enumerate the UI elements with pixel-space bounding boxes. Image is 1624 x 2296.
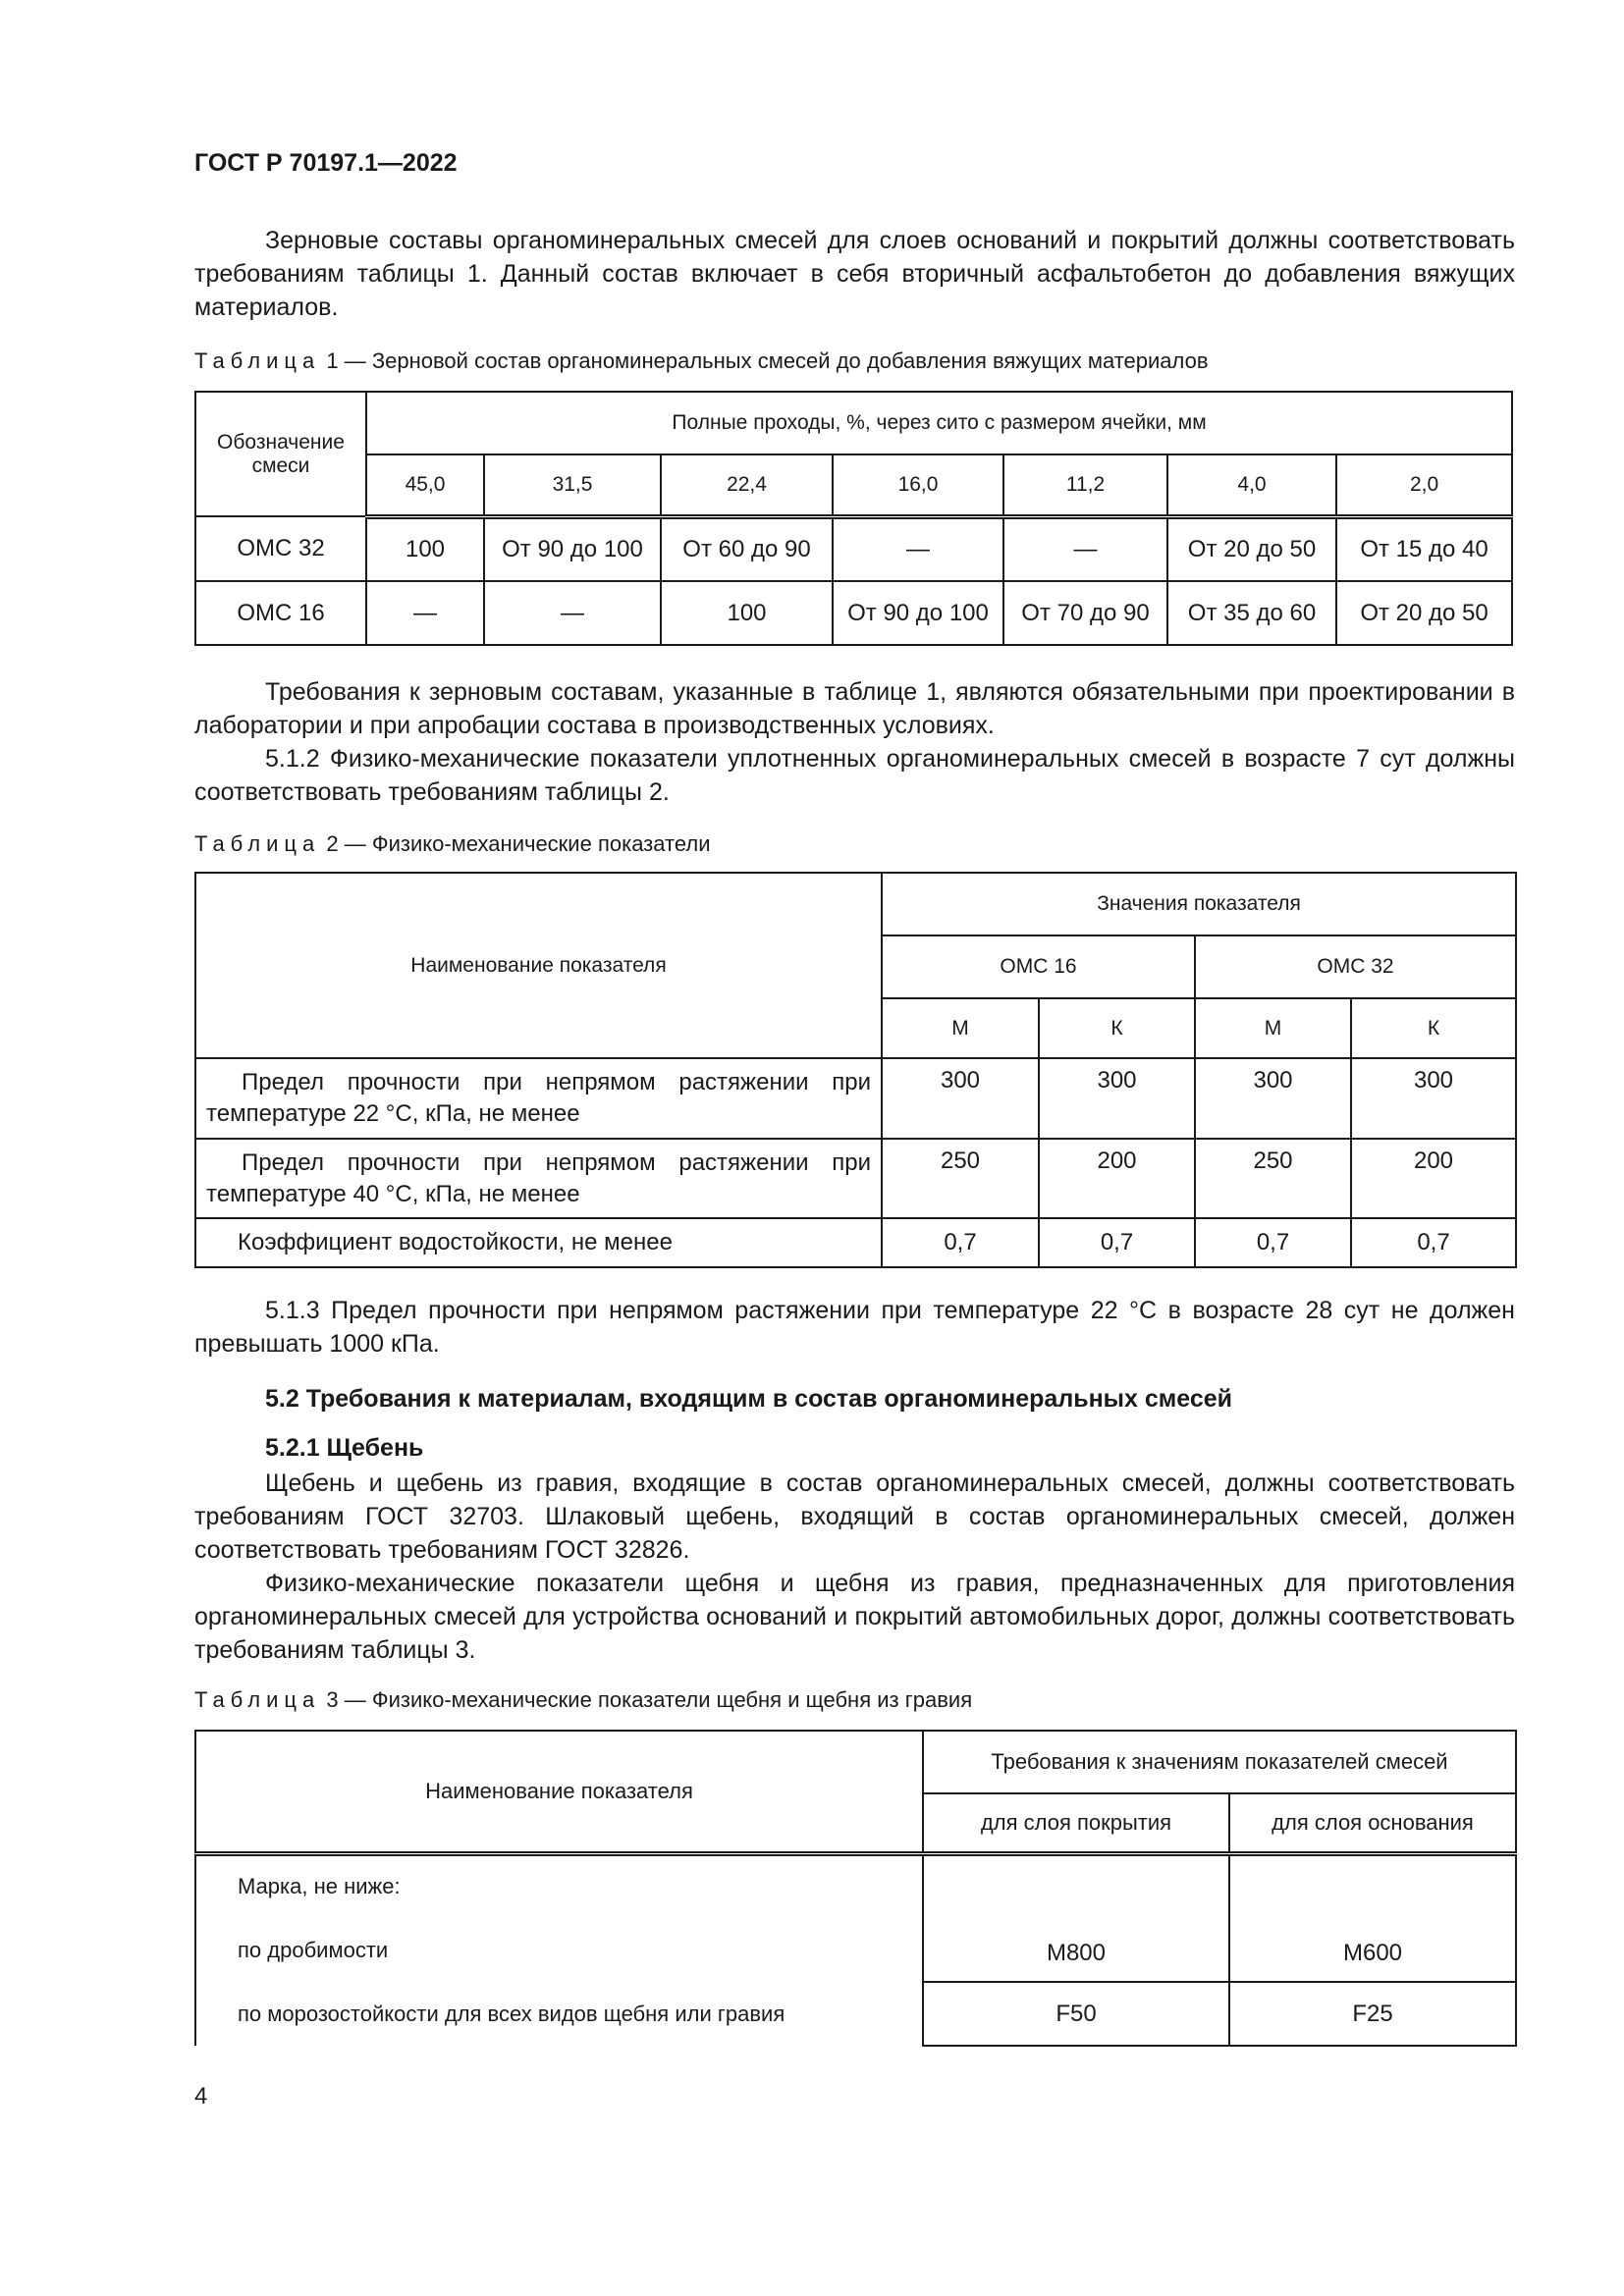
header-size: 45,0 [366,454,484,516]
section-heading: 5.2 Требования к материалам, входящим в состав органоминеральных смесей [265,1385,1233,1413]
table-row [195,1139,1516,1218]
page-number: 4 [194,2083,208,2109]
cell: F50 [923,1982,1229,2046]
table-3 [194,1730,1517,2047]
cell: 100 [366,516,484,581]
table-row [195,1982,1516,2046]
header-size: 22,4 [661,454,833,516]
header-size: 4,0 [1167,454,1336,516]
caption-text: 3 — Физико-механические показатели щебня и щебня из гравия [326,1687,973,1712]
header-group: Значения показателя [882,873,1516,935]
header-size: 31,5 [484,454,661,516]
cell: М800 [923,1853,1229,1982]
cell: 300 [1039,1058,1195,1139]
cell: 0,7 [882,1218,1039,1267]
cell: 200 [1351,1139,1516,1218]
header-sub: К [1039,998,1195,1058]
table-row [195,581,1512,645]
cell: М600 [1229,1853,1516,1982]
cell: 300 [1195,1058,1351,1139]
cell: От 70 до 90 [1003,581,1167,645]
header-sub: М [1195,998,1351,1058]
cell: 0,7 [1351,1218,1516,1267]
cell: 0,7 [1039,1218,1195,1267]
table3-caption [194,1687,972,1713]
cell: От 20 до 50 [1167,516,1336,581]
paragraph-block [194,1467,1515,1667]
caption-word: Таблица [194,1687,321,1712]
header-group: Полные проходы, %, через сито с размером ячейки, мм [366,392,1512,454]
cell: От 20 до 50 [1336,581,1512,645]
table-1 [194,391,1513,646]
cell: 250 [1195,1139,1351,1218]
table-row [195,516,1512,581]
cell: 100 [661,581,833,645]
cell: — [484,581,661,645]
paragraph-text: 5.1.2 Физико-механические показатели уплотненных органоминеральных смесей в возрасте 7 сут должны соответствовать требованиям таблицы 2. [194,745,1515,806]
cell: F25 [1229,1982,1516,2046]
row-label: по морозостойкости для всех видов щебня или гравия [195,1982,923,2046]
cell: — [833,516,1003,581]
paragraph-block [194,675,1515,809]
header-mix: ОМС 16 [882,935,1195,998]
row-label: Коэффициент водостойкости, не менее [195,1218,882,1267]
header-sub: для слоя основания [1229,1793,1516,1853]
subsection-heading: 5.2.1 Щебень [265,1434,424,1462]
cell: От 15 до 40 [1336,516,1512,581]
cell: — [366,581,484,645]
table1-caption [194,348,1209,374]
document-header: ГОСТ Р 70197.1—2022 [194,149,458,177]
row-label: Марка, не ниже: [195,1853,923,1918]
row-label: ОМС 16 [195,581,366,645]
header-sub: К [1351,998,1516,1058]
cell: От 90 до 100 [484,516,661,581]
paragraph-text: Зерновые составы органоминеральных смесей для слоев оснований и покрытий должны соответствовать требованиям таблицы 1. Данный состав включает в себя вторичный асфальтобетон до добавления вяжущих материалов. [194,227,1515,321]
table-row [195,1218,1516,1267]
table-2 [194,872,1517,1268]
paragraph [194,1294,1515,1361]
caption-text: 1 — Зерновой состав органоминеральных смесей до добавления вяжущих материалов [326,348,1209,373]
caption-word: Таблица [194,831,321,856]
header-indicator: Наименование показателя [195,1731,923,1853]
paragraph-text: Физико-механические показатели щебня и щебня из гравия, предназначенных для приготовления органоминеральных смесей для устройства оснований и покрытий автомобильных дорог, должны соответствовать требованиям таблицы 3. [194,1570,1515,1664]
header-size: 2,0 [1336,454,1512,516]
cell: От 35 до 60 [1167,581,1336,645]
header-group: Требования к значениям показателей смесей [923,1731,1516,1793]
caption-text: 2 — Физико-механические показатели [326,831,711,856]
paragraph-text: Требования к зерновым составам, указанные в таблице 1, являются обязательными при проектировании в лаборатории и при апробации состава в производственных условиях. [194,678,1515,739]
cell: От 60 до 90 [661,516,833,581]
header-size: 16,0 [833,454,1003,516]
cell: От 90 до 100 [833,581,1003,645]
cell: 0,7 [1195,1218,1351,1267]
header-sub: М [882,998,1039,1058]
header-indicator: Наименование показателя [195,873,882,1058]
header-size: 11,2 [1003,454,1167,516]
table2-caption [194,831,710,857]
cell: 300 [882,1058,1039,1139]
paragraph-text: Щебень и щебень из гравия, входящие в состав органоминеральных смесей, должны соответствовать требованиям ГОСТ 32703. Шлаковый щебень, входящий в состав органоминеральных смесей, должен соответствовать требованиям ГОСТ 32826. [194,1469,1515,1564]
row-label: ОМС 32 [195,516,366,581]
cell: 250 [882,1139,1039,1218]
table-row [195,1058,1516,1139]
row-label: Предел прочности при непрямом растяжении при температуре 40 °С, кПа, не менее [195,1139,882,1218]
header-mix: ОМС 32 [1195,935,1516,998]
paragraph-text: 5.1.3 Предел прочности при непрямом растяжении при температуре 22 °С в возрасте 28 сут не должен превышать 1000 кПа. [194,1297,1515,1358]
row-label: Предел прочности при непрямом растяжении при температуре 22 °С, кПа, не менее [195,1058,882,1139]
cell: 300 [1351,1058,1516,1139]
cell: — [1003,516,1167,581]
caption-word: Таблица [194,348,321,373]
row-label: по дробимости [195,1918,923,1982]
paragraph [194,224,1515,324]
header-sub: для слоя покрытия [923,1793,1229,1853]
header-designation: Обозначение смеси [195,392,366,516]
cell: 200 [1039,1139,1195,1218]
